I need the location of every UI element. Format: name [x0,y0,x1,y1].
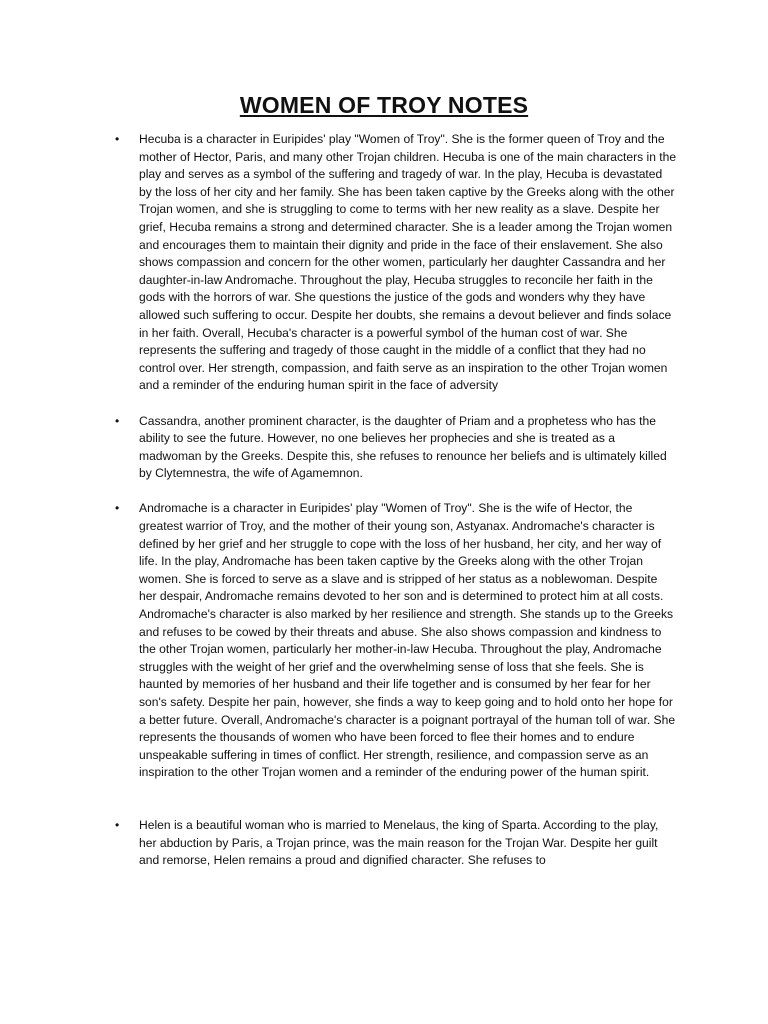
bullet-icon: • [115,413,120,428]
list-item-text: Andromache is a character in Euripides' play "Women of Troy". She is the wife of Hector, the greatest warrior of Troy, and the mother of their young son, Astyanax. Andromache's character is defined by her grief and her struggle to cope with the loss of her husband, her city, and her way of life. In the play, Andromache has been taken captive by the Greeks along with the other Trojan women. She is forced to serve as a slave and is stripped of her status as a noblewoman. Despite her despair, Andromache remains devoted to her son and is determined to protect him at all costs. Andromache's character is also marked by her resilience and strength. She stands up to the Greeks and refuses to be cowed by their threats and abuse. She also shows compassion and kindness to the other Trojan women, particularly her mother-in-law Hecuba. Throughout the play, Andromache struggles with the weight of her grief and the overwhelming sense of loss that she feels. She is haunted by memories of her husband and their life together and is consumed by her fear for her son's safety. Despite her pain, however, she finds a way to keep going and to hold onto her hope for a better future. Overall, Andromache's character is a poignant portrayal of the human toll of war. She represents the thousands of women who have been forced to flee their homes and to endure unspeakable suffering in times of conflict. Her strength, resilience, and compassion serve as an inspiration to the other Trojan women and a reminder of the enduring power of the human spirit. [139,501,676,780]
bullet-icon: • [115,132,120,146]
notes-list [100,131,678,870]
list-item-hecuba [100,131,678,395]
list-item-cassandra [100,413,678,483]
list-item-andromache [100,500,678,782]
bullet-icon: • [115,817,120,832]
list-item-text: Cassandra, another prominent character, is the daughter of Priam and a prophetess who has the ability to see the future. However, no one believes her prophecies and she is treated as a madwoman by the Greeks. Despite this, she refuses to renounce her beliefs and is ultimately killed by Clytemnestra, the wife of Agamemnon. [139,413,667,481]
bullet-icon: • [115,501,120,516]
list-item-helen [100,817,678,870]
list-item-text: Hecuba is a character in Euripides' play "Women of Troy". She is the former queen of Troy and the mother of Hector, Paris, and many other Trojan children. Hecuba is one of the main characters in the play and serves as a symbol of the suffering and tragedy of war. In the play, Hecuba is devastated by the loss of her city and her family. She has been taken captive by the Greeks along with the other Trojan women, and she is struggling to come to terms with her new reality as a slave. Despite her grief, Hecuba remains a strong and determined character. She is a leader among the Trojan women and encourages them to maintain their dignity and pride in the face of their enslavement. She also shows compassion and concern for the other women, particularly her daughter Cassandra and her daughter-in-law Andromache. Throughout the play, Hecuba struggles to reconcile her faith in the gods with the horrors of war. She questions the justice of the gods and wonders why they have allowed such suffering to occur. Despite her doubts, she remains a devout believer and finds solace in her faith. Overall, Hecuba's character is a powerful symbol of the human cost of war. She represents the suffering and tragedy of those caught in the middle of a conflict that they had no control over. Her strength, compassion, and faith serve as an inspiration to the other Trojan women and a reminder of the enduring human spirit in the face of adversity [139,132,677,393]
document-title: WOMEN OF TROY NOTES [239,92,529,118]
list-item-text: Helen is a beautiful woman who is married to Menelaus, the king of Sparta. According to the play, her abduction by Paris, a Trojan prince, was the main reason for the Trojan War. Despite her guilt and remorse, Helen remains a proud and dignified character. She refuses to [139,817,659,868]
